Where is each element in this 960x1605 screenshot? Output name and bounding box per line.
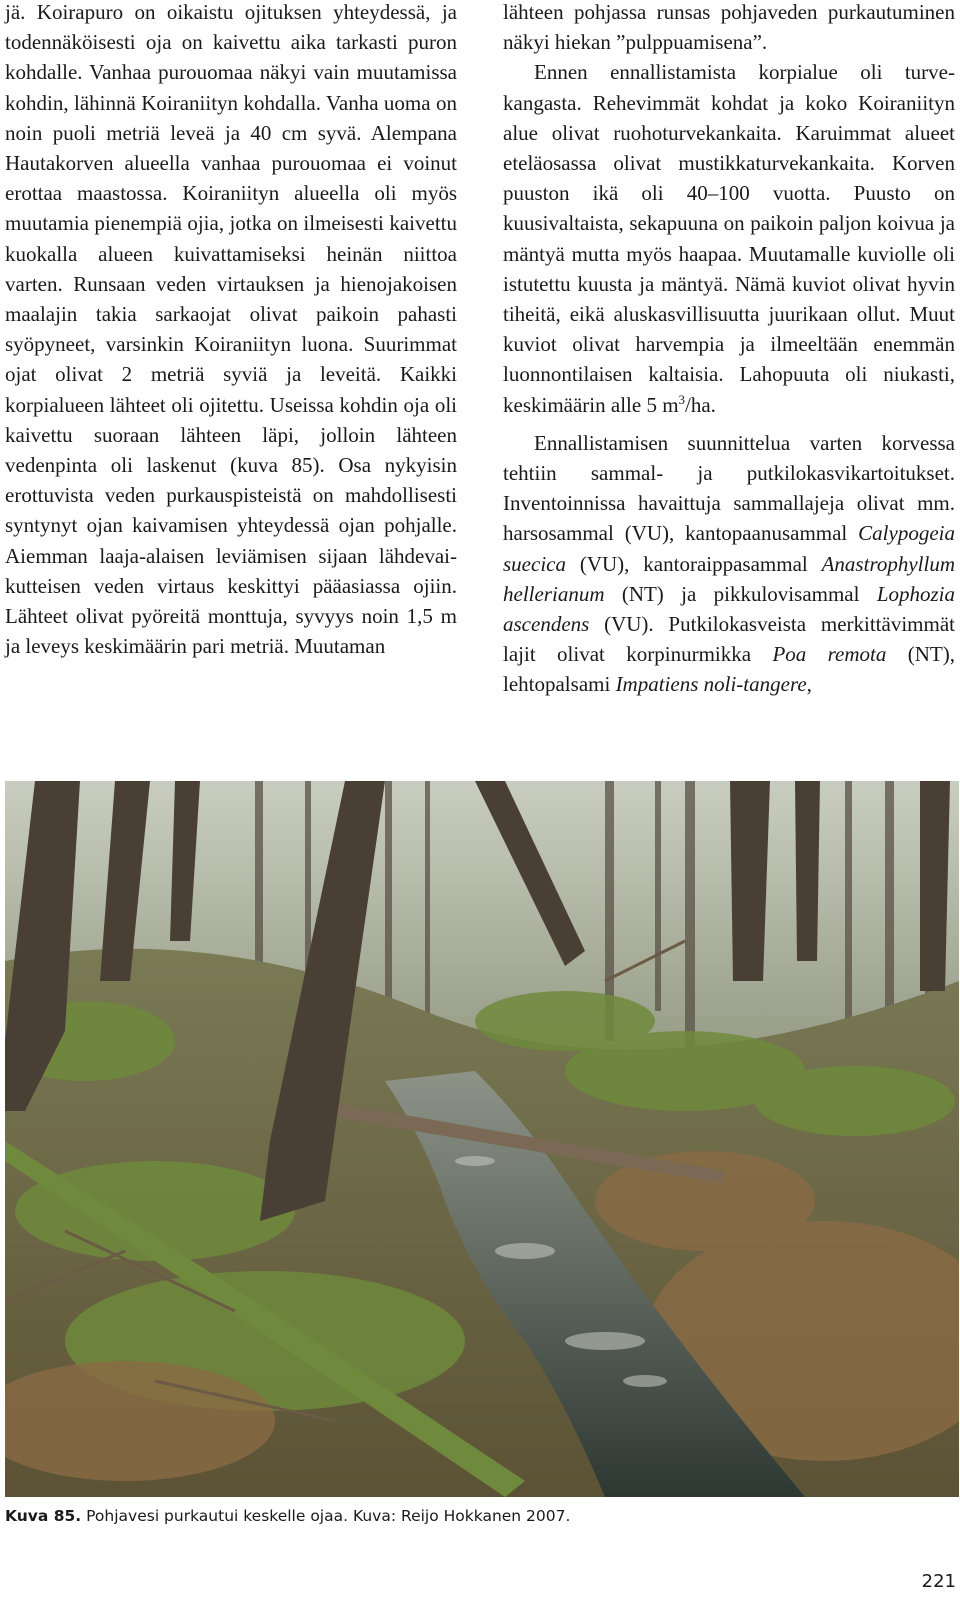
paragraph-text: /ha. [685, 392, 716, 417]
species-name: Calypogeia suecica [503, 521, 955, 576]
species-name: Poa remota [772, 642, 887, 667]
body-paragraph: lähteen pohjassa runsas pohjaveden purkautuminen näkyi hiekan ”pulppuamisena”. [503, 0, 955, 55]
forest-ditch-photo [5, 781, 959, 1497]
paragraph-text: , [806, 672, 812, 697]
caption-text: Pohjavesi purkautui keskelle ojaa. Kuva: Reijo Hokkanen 2007. [81, 1507, 571, 1525]
photo-illustration [5, 781, 959, 1497]
species-name: Impatiens noli-tangere [615, 672, 807, 697]
figure-caption [5, 1507, 570, 1525]
paragraph-text: Ennen ennallistamista korpialue oli turvekangasta. Rehevimmät kohdat ja koko Koiraniityn alue olivat ruohoturvekankaita. Karuimmat alueet eteläosassa olivat mustikkaturvekankaita. Korven puuston ikä oli 40–100 vuotta. Puusto on kuusivaltaista, sekapuuna on paikoin paljon koivua ja mäntyä mutta myös haapaa. Muutamalle kuviolle oli istutettu kuusta ja mäntyä. Nämä kuviot olivat hyvin tiheitä, eikä aluskasvillisuutta juurikaan ollut. Muut kuviot olivat harvempia ja ilmeeltään enemmän luonnontilaisen kaltaisia. Lahopuuta oli niukasti, keskimäärin alle 5 m [503, 60, 955, 417]
caption-label: Kuva 85. [5, 1507, 82, 1525]
superscript: 3 [678, 391, 686, 407]
paragraph-text: (NT), lehtopalsami [503, 642, 956, 697]
body-paragraph [503, 57, 955, 419]
left-text-column [5, 0, 457, 661]
paragraph-text: (NT) ja pikkulovisammal [604, 581, 877, 606]
page-number: 221 [921, 1571, 956, 1592]
paragraph-text: Ennallistamisen suunnittelua varten korvessa tehtiin sammal- ja putkilokasvikartoitukset. Inventoinnissa havaittuja sammallajeja olivat mm. harsosammal (VU), kantopaanusammal [503, 430, 955, 546]
paragraph-text: (VU). Putkilokasveista merkittävimmät lajit olivat korpinurmikka [503, 612, 955, 667]
species-name: Anastrophyllum hellerianum [503, 551, 955, 606]
body-paragraph: jä. Koirapuro on oikaistu ojituksen yhteydessä, ja todennäköisesti oja on kaivettu aika tarkasti puron kohdalle. Vanhaa purouomaa näkyi vain muutamissa kohdin, lähinnä Koiraniityn kohdalla. Vanha uoma on noin puoli metriä leveä ja 40 cm syvä. Alempana Hautakorven alueella vanhaa purouomaa ei voinut erottaa maastossa. Koiraniityn alueella oli myös muutamia pienempiä ojia, jotka on ilmeisesti kaivettu kuokalla alueen kuivattamiseksi heinän niittoa varten. Runsaan veden virtauksen ja hienojakoisen maalajin takia sarkaojat olivat paikoin pahasti syöpyneet, varsinkin Koiraniityn luona. Suurimmat ojat olivat 2 metriä syviä ja leveitä. Kaikki korpialueen lähteet oli ojitettu. Useissa kohdin oja oli kaivettu suoraan lähteen läpi, jolloin lähteen vedenpinta oli laskenut (kuva 85). Osa nykyisin erottuvista veden purkauspisteistä on mahdollisesti syntynyt ojan kaivamisen yhteydessä ojan pohjalle. Aiemman laaja-alaisen leviämisen sijaan lähdevaikutteisen veden virtaus keskittyi pääasiassa ojiin. Lähteet olivat pyöreitä monttuja, syvyys noin 1,5 m ja leveys keskimäärin pari metriä. Muutaman [5, 0, 457, 659]
paragraph-text: (VU), kantoraippasammal [565, 551, 822, 576]
species-name: Lophozia ascendens [503, 581, 955, 637]
body-paragraph [503, 428, 955, 700]
right-text-column [503, 0, 955, 700]
